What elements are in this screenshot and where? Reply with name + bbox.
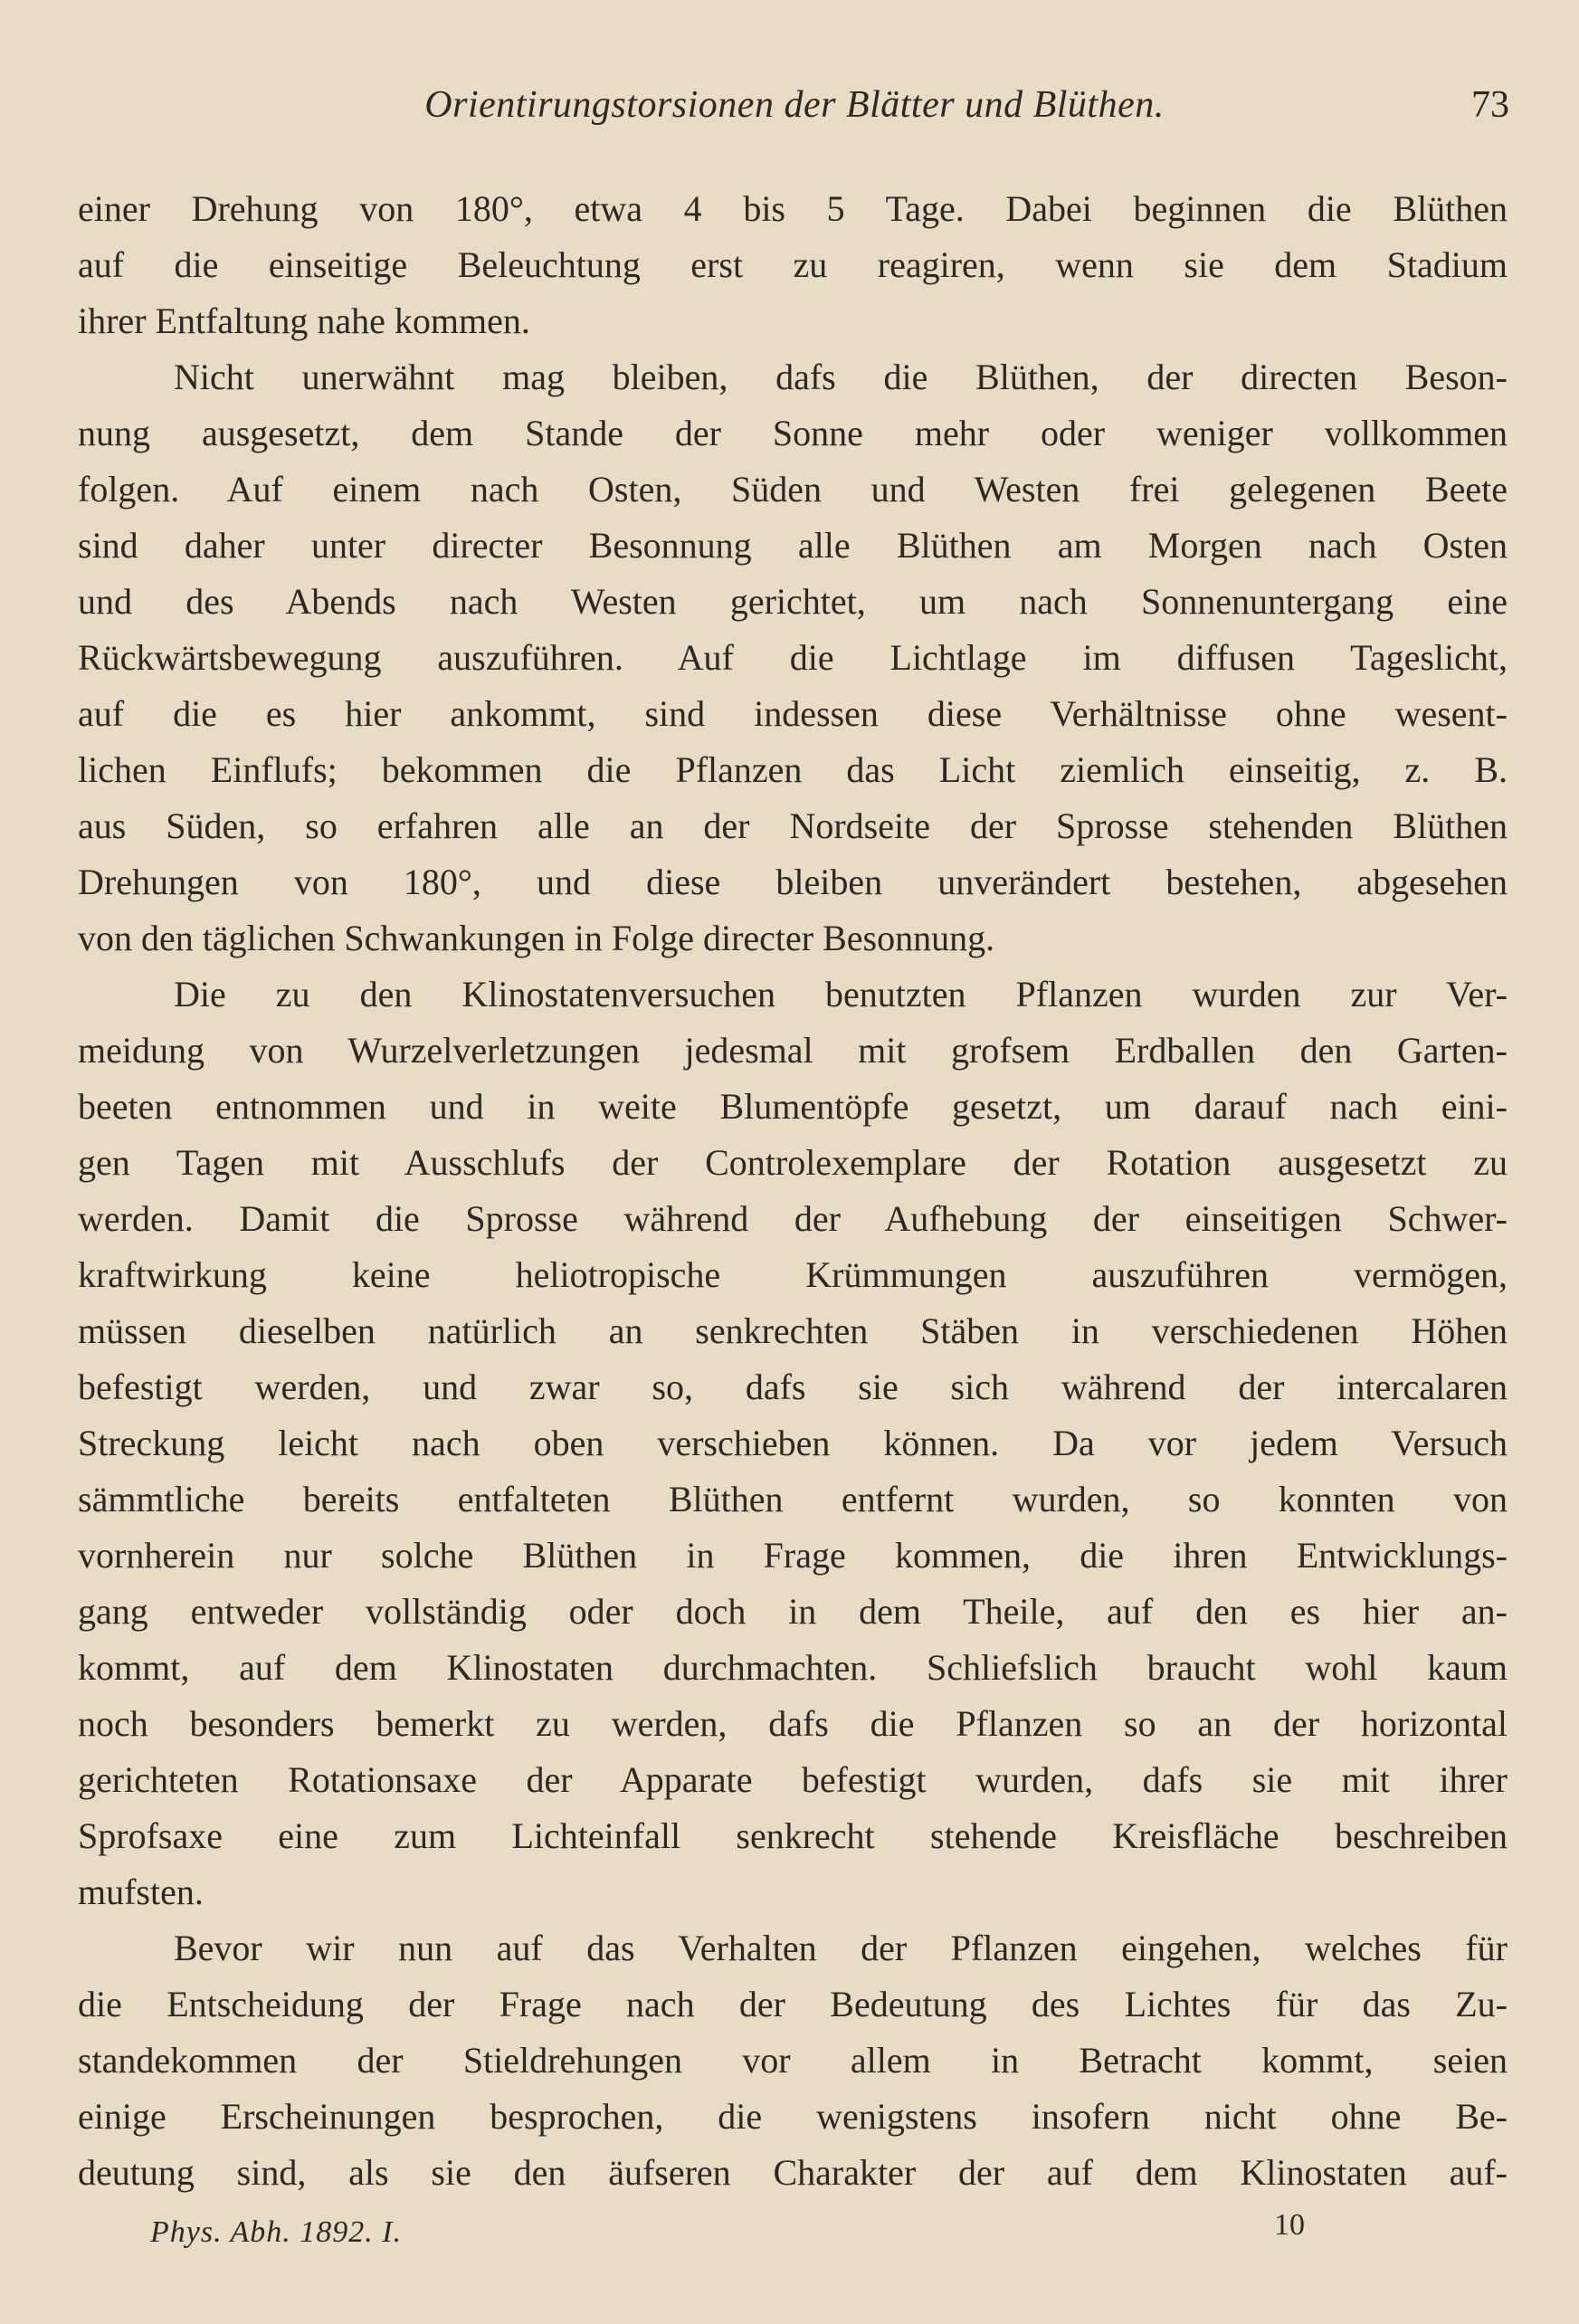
text-line: kommt, auf dem Klinostaten durchmachten. Schliefslich braucht wohl kaum <box>78 1647 1508 1688</box>
text-line: kraftwirkung keine heliotropische Krümmungen auszuführen vermögen, <box>78 1254 1508 1295</box>
text-line: folgen. Auf einem nach Osten, Süden und Westen frei gelegenen Beete <box>78 469 1508 510</box>
page-footer <box>150 2208 1327 2253</box>
text-line: einer Drehung von 180°, etwa 4 bis 5 Tage. Dabei beginnen die Blüthen <box>78 188 1508 229</box>
text-line: gerichteten Rotationsaxe der Apparate befestigt wurden, dafs sie mit ihrer <box>78 1759 1508 1800</box>
text-line: werden. Damit die Sprosse während der Aufhebung der einseitigen Schwer- <box>78 1198 1508 1239</box>
text-line: befestigt werden, und zwar so, dafs sie sich während der intercalaren <box>78 1367 1508 1407</box>
text-line: Sprofsaxe eine zum Lichteinfall senkrecht stehende Kreisfläche beschreiben <box>78 1815 1508 1856</box>
text-line: einige Erscheinungen besprochen, die wenigstens insofern nicht ohne Be- <box>78 2096 1508 2137</box>
running-head <box>80 83 1509 138</box>
journal-reference: Phys. Abh. 1892. I. <box>150 2215 403 2249</box>
text-line: sind daher unter directer Besonnung alle Blüthen am Morgen nach Osten <box>78 525 1508 566</box>
page-number: 73 <box>1471 84 1509 126</box>
text-line: müssen dieselben natürlich an senkrechten Stäben in verschiedenen Höhen <box>78 1310 1508 1351</box>
text-line: auf die einseitige Beleuchtung erst zu reagiren, wenn sie dem Stadium <box>78 244 1508 285</box>
running-title: Orientirungstorsionen der Blätter und Blüthen. <box>424 84 1165 126</box>
body-text <box>78 181 1508 2201</box>
text-line: Streckung leicht nach oben verschieben können. Da vor jedem Versuch <box>78 1423 1508 1463</box>
text-line: von den täglichen Schwankungen in Folge directer Besonnung. <box>78 918 995 958</box>
text-line: die Entscheidung der Frage nach der Bedeutung des Lichtes für das Zu- <box>78 1984 1508 2024</box>
text-line: nung ausgesetzt, dem Stande der Sonne mehr oder weniger vollkommen <box>78 413 1508 453</box>
text-line: meidung von Wurzelverletzungen jedesmal mit grofsem Erdballen den Garten- <box>78 1030 1508 1071</box>
text-line: ihrer Entfaltung nahe kommen. <box>78 300 530 341</box>
text-line: Drehungen von 180°, und diese bleiben unverändert bestehen, abgesehen <box>78 862 1508 902</box>
text-line: auf die es hier ankommt, sind indessen diese Verhältnisse ohne wesent- <box>78 693 1508 734</box>
text-line: sämmtliche bereits entfalteten Blüthen entfernt wurden, so konnten von <box>78 1479 1508 1519</box>
text-line: Nicht unerwähnt mag bleiben, dafs die Blüthen, der directen Beson- <box>174 357 1508 397</box>
text-line: beeten entnommen und in weite Blumentöpfe gesetzt, um darauf nach eini- <box>78 1086 1508 1127</box>
text-line: lichen Einflufs; bekommen die Pflanzen das Licht ziemlich einseitig, z. B. <box>78 749 1508 790</box>
signature-mark: 10 <box>1274 2208 1305 2242</box>
text-line: standekommen der Stieldrehungen vor allem in Betracht kommt, seien <box>78 2040 1508 2081</box>
text-line: gang entweder vollständig oder doch in dem Theile, auf den es hier an- <box>78 1591 1508 1632</box>
text-line: noch besonders bemerkt zu werden, dafs die Pflanzen so an der horizontal <box>78 1703 1508 1744</box>
text-line: vornherein nur solche Blüthen in Frage kommen, die ihren Entwicklungs- <box>78 1535 1508 1576</box>
text-line: gen Tagen mit Ausschlufs der Controlexemplare der Rotation ausgesetzt zu <box>78 1142 1508 1183</box>
text-line: mufsten. <box>78 1872 204 1912</box>
text-line: deutung sind, als sie den äufseren Charakter der auf dem Klinostaten auf- <box>78 2152 1508 2193</box>
text-line: Rückwärtsbewegung auszuführen. Auf die Lichtlage im diffusen Tageslicht, <box>78 637 1508 678</box>
text-line: und des Abends nach Westen gerichtet, um nach Sonnenuntergang eine <box>78 581 1508 622</box>
text-line: Bevor wir nun auf das Verhalten der Pflanzen eingehen, welches für <box>174 1928 1508 1968</box>
text-line: Die zu den Klinostatenversuchen benutzten Pflanzen wurden zur Ver- <box>174 974 1508 1014</box>
text-line: aus Süden, so erfahren alle an der Nordseite der Sprosse stehenden Blüthen <box>78 805 1508 846</box>
